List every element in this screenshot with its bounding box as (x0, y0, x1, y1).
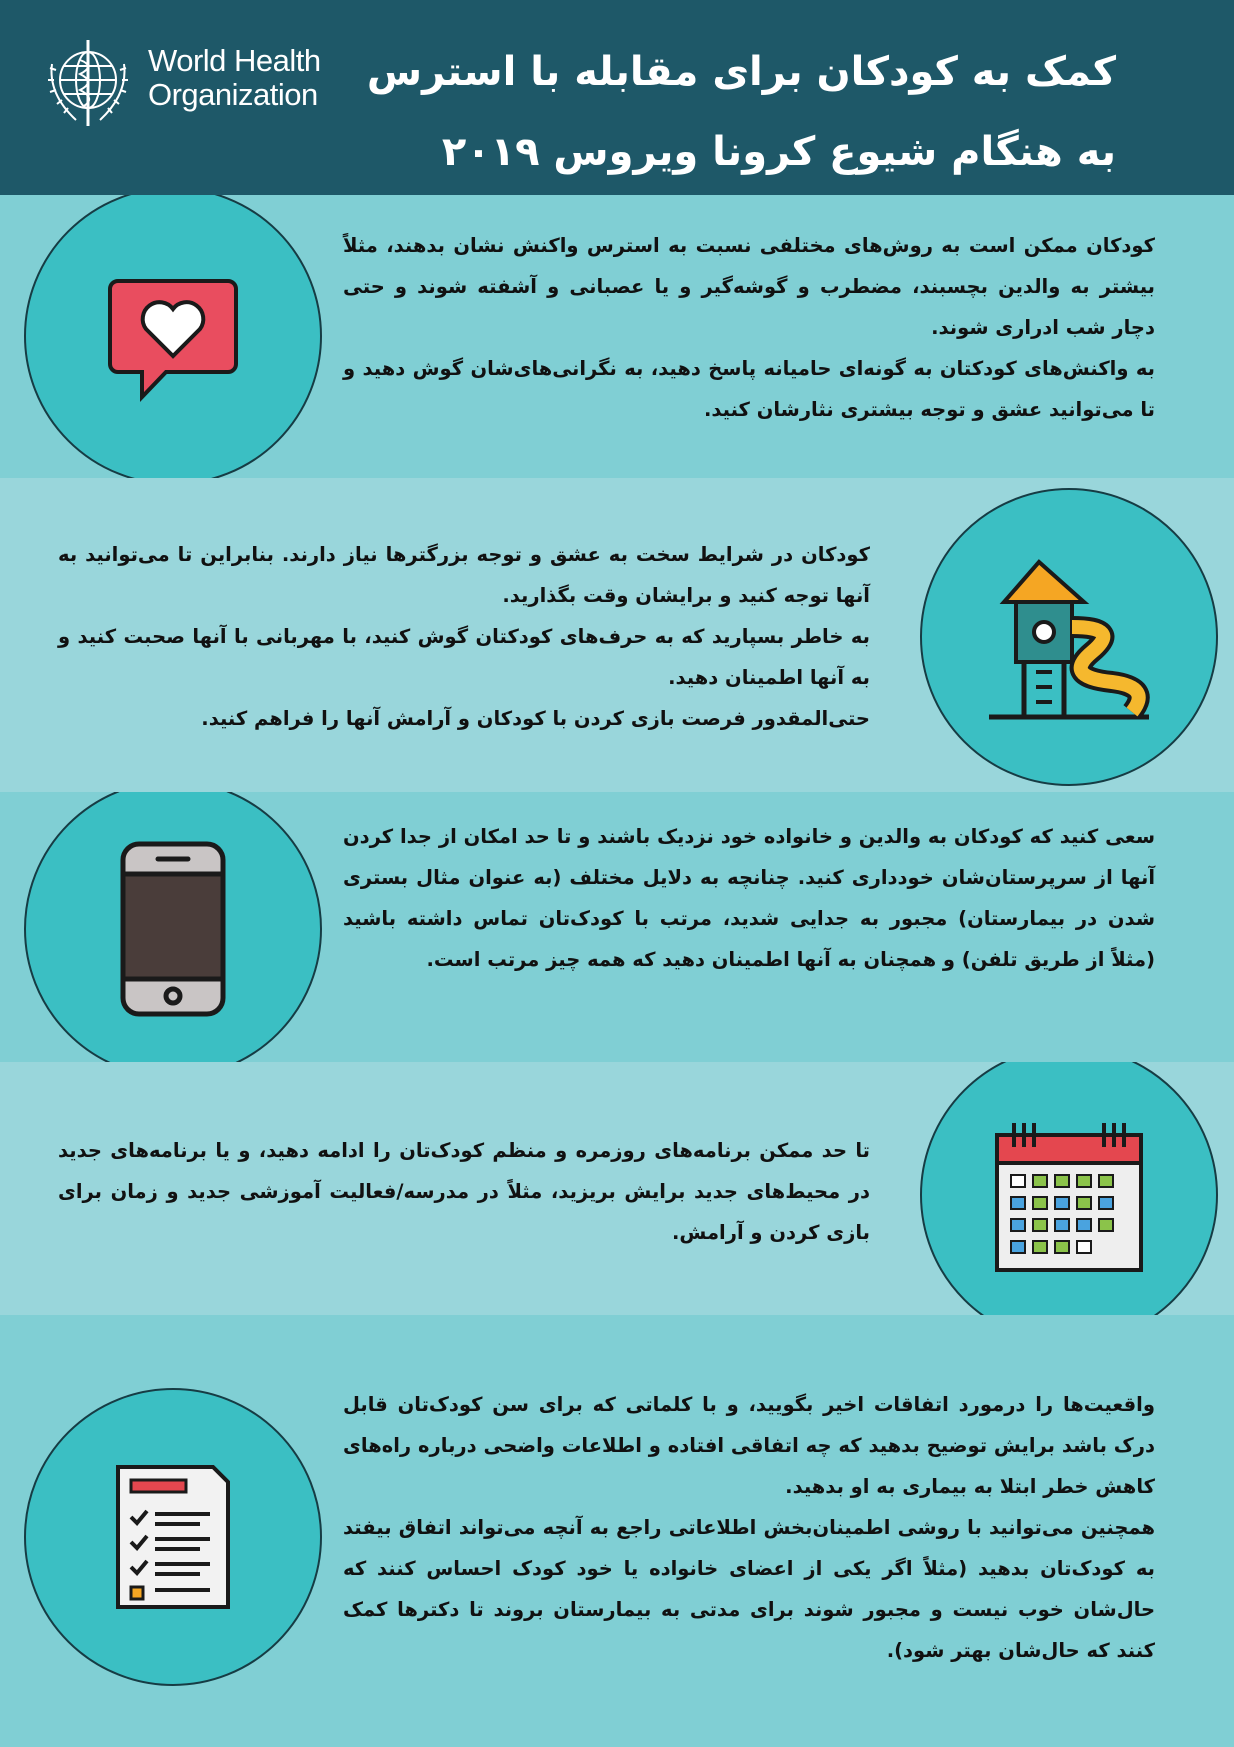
icon-circle (920, 488, 1218, 786)
paragraph: به خاطر بسپارید که به حرف‌های کودکتان گوش کنید، با مهربانی با آنها صحبت کنید و به آنها اطمینان دهید. (58, 625, 870, 689)
org-name-line1: World Health (148, 43, 321, 78)
header (0, 0, 1234, 195)
icon-circle (24, 1388, 322, 1686)
title-line1: کمک به کودکان برای مقابله با استرس (366, 49, 1116, 95)
paragraph: کودکان در شرایط سخت به عشق و توجه بزرگترها نیاز دارند. بنابراین تا می‌توانید به آنها توجه کنید و برایشان وقت بگذارید. (58, 543, 870, 607)
paragraph: همچنین می‌توانید با روشی اطمینان‌بخش اطلاعاتی راجع به آنچه می‌تواند اتفاق بیفتد به کودک‌تان بدهید (مثلاً اگر یکی از اعضای خانواده یا خود کودک احساس کنند که حال‌شان خوب نیست و مجبور شوند برای مدتی به بیمارستان بروند تا دکترها کمک کنند که حال‌شان بهتر شود). (343, 1516, 1155, 1662)
smartphone-icon (118, 839, 228, 1019)
section-facts (0, 1315, 1234, 1747)
paragraph: سعی کنید که کودکان به والدین و خانواده خود نزدیک باشند و تا حد امکان از جدا کردن آنها از سرپرستان‌شان خودداری کنید. چنانچه به دلایل مختلف (به عنوان مثال بستری شدن در بیمارستان) مجبور به جدایی شدید، مرتب با کودک‌تان تماس داشته باشید (مثلاً از طریق تلفن) و همچنان به آنها اطمینان دهید که همه چیز مرتب است. (343, 825, 1155, 971)
title-line2: به هنگام شیوع کرونا ویروس ۲۰۱۹ (441, 129, 1116, 175)
section-text (58, 1130, 870, 1253)
heart-speech-bubble-icon (98, 261, 248, 411)
checklist-icon (113, 1462, 233, 1612)
page-title (367, 32, 1116, 192)
section-routines (0, 1062, 1234, 1315)
paragraph: تا حد ممکن برنامه‌های روزمره و منظم کودک‌تان را ادامه دهید، و یا برنامه‌های جدید در محیط‌های جدید برایش بریزید، مثلاً در مدرسه/فعالیت آموزشی جدید و زمان برای بازی کردن و آرامش. (58, 1139, 870, 1244)
who-emblem-icon (38, 34, 138, 134)
section-stay-close (0, 792, 1234, 1062)
section-love-attention (0, 478, 1234, 792)
section-stress-reactions (0, 195, 1234, 478)
paragraph: به واکنش‌های کودکتان به گونه‌ای حامیانه پاسخ دهید، به نگرانی‌های‌شان گوش دهید و تا می‌توانید عشق و توجه بیشتری نثارشان کنید. (343, 357, 1155, 421)
icon-circle (24, 195, 322, 478)
icon-circle (24, 792, 322, 1062)
org-name (148, 44, 321, 112)
section-text (343, 816, 1155, 980)
org-name-line2: Organization (148, 77, 318, 112)
icon-circle (920, 1062, 1218, 1315)
paragraph: کودکان ممکن است به روش‌های مختلفی نسبت به استرس واکنش نشان بدهند، مثلاً بیشتر به والدین بچسبند، مضطرب و گوشه‌گیر و یا عصبانی و آشفته شوند و حتی دچار شب ادراری شوند. (343, 234, 1155, 339)
calendar-icon (989, 1115, 1149, 1275)
section-text (58, 534, 870, 739)
playground-icon (984, 547, 1154, 727)
section-text (343, 1384, 1155, 1671)
paragraph: حتی‌المقدور فرصت بازی کردن با کودکان و آرامش آنها را فراهم کنید. (201, 707, 870, 730)
paragraph: واقعیت‌ها را درمورد اتفاقات اخیر بگویید، و با کلماتی که برای سن کودک‌تان قابل درک باشد برایش توضیح بدهید که چه اتفاقی افتاده و اطلاعات واضحی درباره راه‌های کاهش خطر ابتلا به بیماری به او بدهید. (343, 1393, 1155, 1498)
section-text (343, 225, 1155, 430)
